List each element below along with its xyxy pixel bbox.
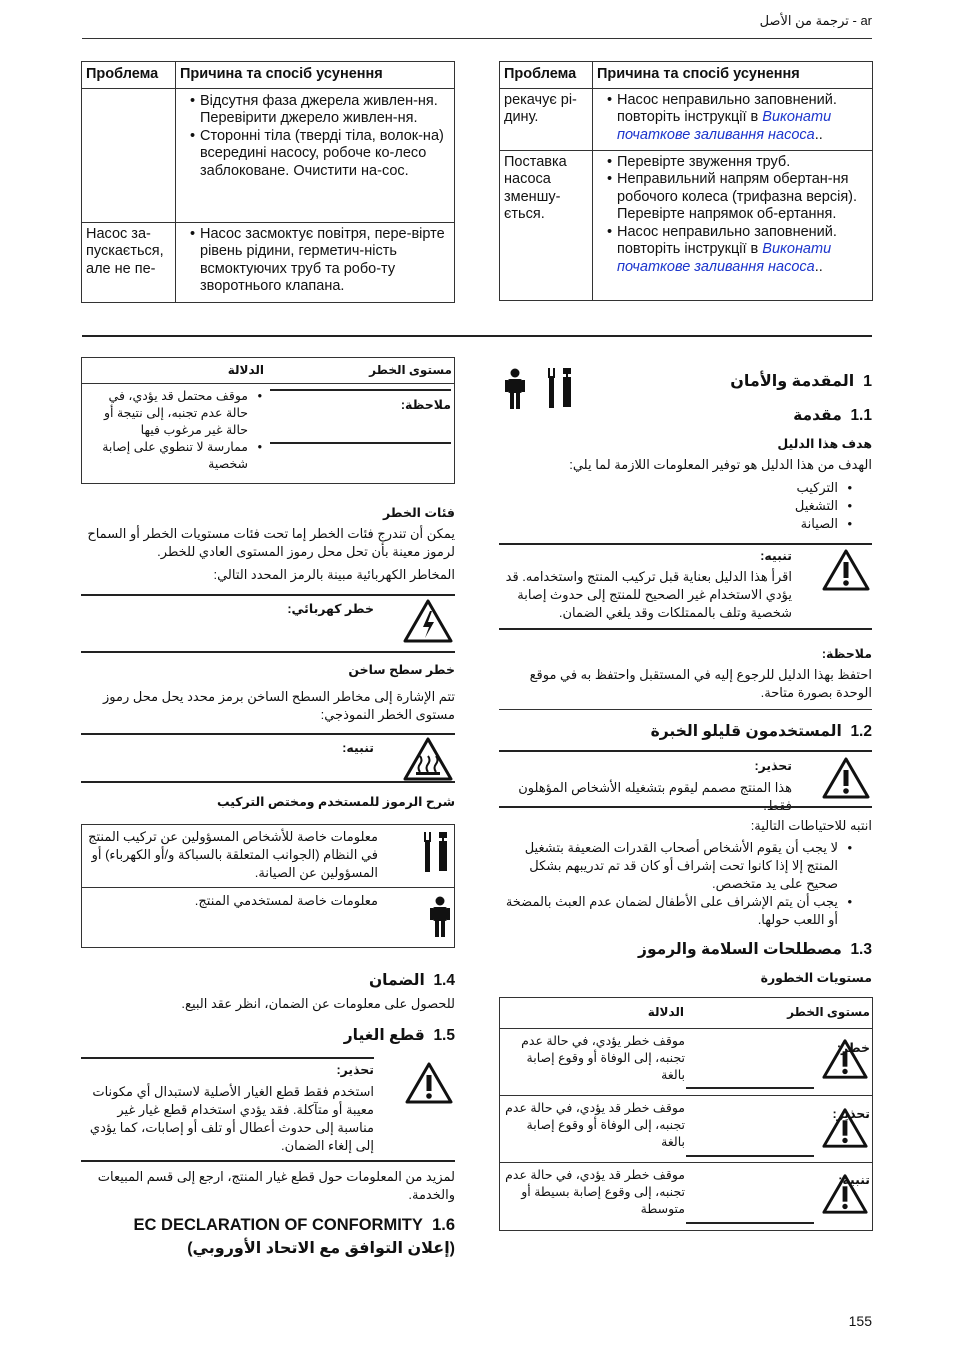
warning-label: تحذير: [336,1063,374,1077]
symbols-heading: شرح الرموز للمستخدم ومختص التركيب [216,795,455,809]
wrench-screwdriver-icon [548,368,574,413]
list-item: • التشغيل [700,497,852,515]
col-header-cause: Причина та спосіб усунення [176,62,455,89]
warning-triangle-icon [404,1061,454,1105]
page-header: ar - ترجمة من الأصل [759,13,872,28]
col-header-level: مستوى الخطر [787,1005,870,1019]
cause-item: • Неправильний напрям обертан-ня робочого колеса (трифазна версія). Перевірте напрямок об-ертання. [607,171,868,224]
spare-parts-text: لمزيد من المعلومات حول قطع غيار المنتج، ارجع إلى قسم المبيعات والخدمة. [97,1169,455,1202]
troubleshooting-table-right [499,61,873,301]
section-1-1-heading: 1.1 مقدمة [793,407,872,424]
col-header-level: مستوى الخطر [369,363,452,377]
hot-surface-text: تتم الإشارة إلى مخاطر السطح الساخن برمز محدد يحل محل رموز مستوى الخطر النموذجي: [103,689,455,722]
caution-triangle-icon [821,548,871,592]
page-number: 155 [848,1313,872,1329]
col-header-meaning: الدلالة [647,1005,684,1019]
hot-surface-heading: خطر سطح ساخن [348,663,455,677]
list-item: • التركيب [700,479,852,497]
cause-item: • Відсутня фаза джерела живлен-ня. Перевірити джерело живлен-ня. [190,93,450,128]
cause-item: • Сторонні тіла (тверді тіла, волок-на) всередині насосу, робоче ко-лесо заблоковане. Очистити на-сос. [190,128,450,181]
warning-label: تحذير: [754,759,792,773]
problem-cell: рекачує рі-дину. [500,88,593,150]
col-header-problem: Проблема [500,62,593,89]
purpose-text: الهدف من هذا الدليل هو توفير المعلومات اللازمة لما يلي: [569,457,872,472]
cause-item: • Насос засмоктує повітря, пере-вірте рівень рідини, герметич-ність всмоктуючих труб та робо-ту зворотнього клапана. [190,226,450,296]
cause-cell [593,88,873,150]
cause-item: • Насос неправильно заповнений. повторіть інструкції в Виконати початкове заливання насоса.. [607,92,868,145]
col-header-meaning: الدلالة [227,363,264,377]
table-row [500,150,873,300]
hazard-categories-heading: فئات الخطر [383,506,455,520]
list-item: • ممارسة لا تنطوي على إصابة شخصية [88,439,262,473]
warning-triangle-icon [821,756,871,800]
list-item: • موقف محتمل قد يؤدي، في حالة عدم تجنبه، إلى نتيجة أو حالة غير مرغوب فيها [88,388,262,439]
note-meaning-list [88,388,262,473]
electrical-hazard-label: خطر كهربائي: [287,602,374,616]
list-item: • الصيانة [700,515,852,533]
hazard-label: خطر: [836,1041,870,1055]
symbol-description: معلومات خاصة للأشخاص المسؤولين عن تركيب المنتج في النظام (الجوانب المتعلقة بالسباكة و/أو الكهرباء) أو المسؤولين عن الصيانة. [88,829,378,880]
section-1-3-heading: 1.3 مصطلحات السلامة والرموز [638,941,872,958]
hazard-label: تنبيه: [838,1173,870,1187]
list-item: • يجب أن يتم الإشراف على الأطفال لضمان عدم العبث بالمضخة أو اللعب حولها. [499,893,852,929]
cause-cell [176,222,455,302]
section-1-4-heading: 1.4 الضمان [368,972,455,989]
purpose-heading: هدف هذا الدليل [777,437,872,451]
hazard-label: تحذير: [832,1107,870,1121]
cause-item: • Перевірте звуження труб. [607,154,868,172]
hazard-levels-heading: مستويات الخطورة [760,971,872,985]
hot-surface-icon [402,736,454,782]
table-row [82,222,455,302]
cause-cell [593,150,873,300]
hot-surface-caution-label: تنبيه: [342,741,374,755]
hazard-meaning: موقف خطر يؤدي، في حالة عدم تجنبه، إلى الوفاة أو وقوع إصابة بالغة [521,1034,685,1082]
section-divider [82,335,872,337]
symbol-description: معلومات خاصة لمستخدمي المنتج. [194,893,378,908]
caution-label: تنبيه: [760,549,792,563]
troubleshooting-table-left [81,61,455,303]
electrical-hazard-icon [402,598,454,644]
problem-cell: Поставка насоса зменшу-ється. [500,150,593,300]
wrench-screwdriver-icon [424,832,450,877]
problem-cell: Насос за-пускається, але не пе- [82,222,176,302]
note-text: احتفظ بهذا الدليل للرجوع إليه في المستقبل واحتفظ به في موقع الوحدة بصورة متاحة. [529,667,872,700]
hazard-meaning: موقف خطر قد يؤدي، في حالة عدم تجنبه، إلى وقوع إصابة بسيطة أو متوسطة [505,1168,685,1216]
person-icon [505,368,525,413]
cause-item: • Насос неправильно заповнений. повторіть інструкції в Виконати початкове заливання насоса.. [607,224,868,277]
warning-text: هذا المنتج مصمم ليقوم بتشغيله الأشخاص المؤهلون فقط. [518,780,792,813]
header-rule [82,38,872,39]
precautions-list [499,839,852,929]
section-1-6-heading: 1.6 EC DECLARATION OF CONFORMITY [133,1216,455,1234]
cross-reference-link[interactable]: Виконати початкове заливання насоса [617,241,832,275]
precautions-intro: انتبه للاحتياطات التالية: [750,818,872,833]
electrical-intro: المخاطر الكهربائية مبينة بالرمز المحدد التالي: [213,567,455,582]
section-1-5-heading: 1.5 قطع الغيار [343,1027,455,1044]
person-icon [430,896,450,941]
problem-cell [82,88,176,222]
caution-text: اقرأ هذا الدليل بعناية قبل تركيب المنتج واستخدامه. قد يؤدي الاستخدام غير الصحيح للمنتج إلى حدوث إصابة شخصية وتلف بالممتلكات وقد يلغي الضمان. [505,569,792,620]
note-label: ملاحظة: [821,647,872,661]
col-header-problem: Проблема [82,62,176,89]
note-label: ملاحظة: [400,398,451,412]
table-row [82,88,455,222]
warning-text: استخدم فقط قطع الغيار الأصلية لاستبدال أي مكونات معيبة أو متآكلة. فقد يؤدي استخدام قطع غيار غير مناسبة إلى حدوث أعطال أو تلف أو إصابات، كما يؤدي إلى إلغاء الضمان. [89,1084,374,1153]
hazard-meaning: موقف خطر قد يؤدي، في حالة عدم تجنبه، إلى الوفاة أو وقوع إصابة بالغة [505,1101,685,1149]
purpose-list [700,479,852,533]
section-1-2-heading: 1.2 المستخدمون قليلو الخبرة [650,723,872,740]
col-header-cause: Причина та спосіб усунення [593,62,873,89]
cause-cell [176,88,455,222]
warranty-text: للحصول على معلومات عن الضمان، انظر عقد البيع. [181,996,455,1011]
section-1-6-subtitle: (إعلان التوافق مع الاتحاد الأوروبي) [187,1240,455,1257]
table-row [500,88,873,150]
cross-reference-link[interactable]: Виконати початкове заливання насоса [617,109,832,143]
list-item: • لا يجب أن يقوم الأشخاص أصحاب القدرات الضعيفة بتشغيل المنتج إلا إذا كانوا تحت إشراف أو كان قد تم تدريبهم بشكل صحيح على يد متخصص. [499,839,852,893]
section-1-heading: 1 المقدمة والأمان [730,373,872,390]
hazard-categories-text: يمكن أن تندرج فئات الخطر إما تحت فئات مستويات الخطر أو السماح لرموز معينة بأن تحل محل رموز المستوى العادي للخطر. [87,526,455,559]
